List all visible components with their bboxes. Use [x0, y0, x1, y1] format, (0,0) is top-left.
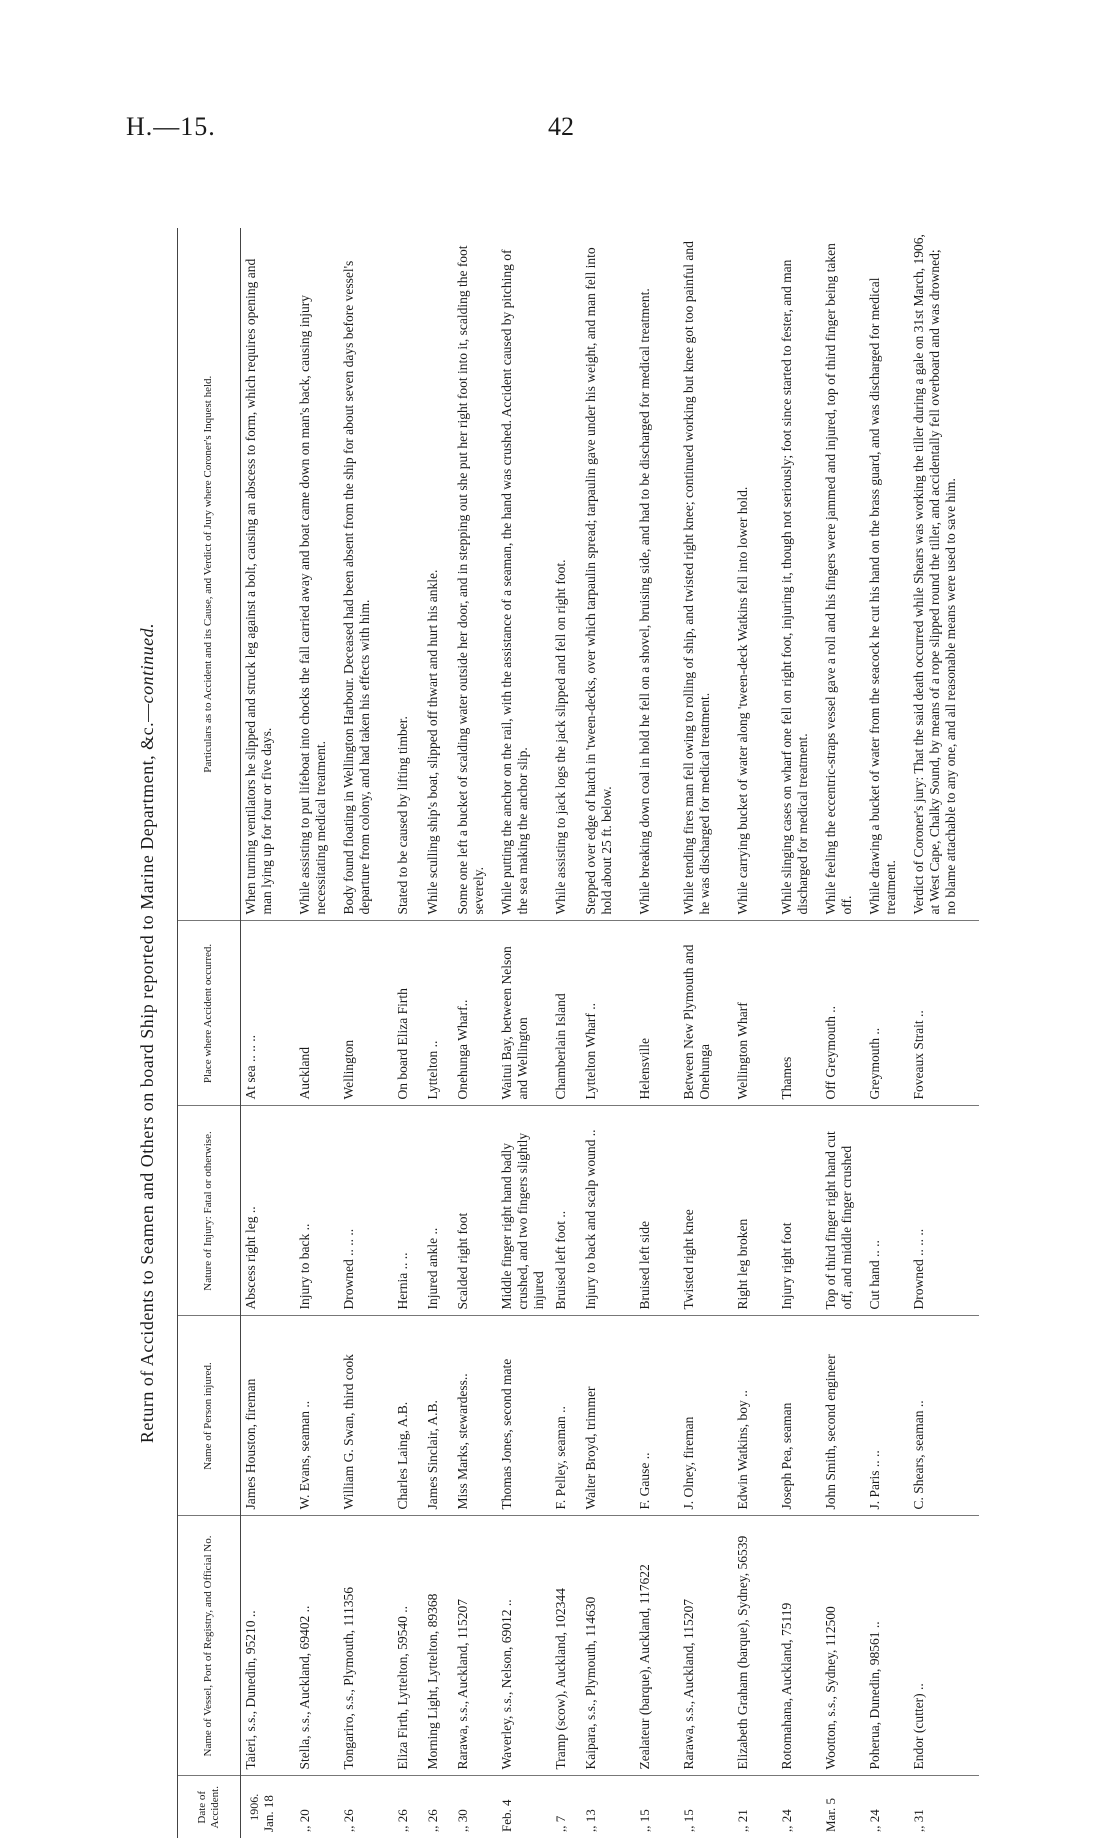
cell-date: ,, 7 — [552, 1815, 568, 1832]
cell-injury: Drowned .. .. .. — [339, 1106, 393, 1316]
cell-place: Chamberlain Island — [551, 921, 581, 1106]
cell-date: ,, 24 — [778, 1809, 794, 1832]
rotated-return-table — [137, 228, 977, 1838]
cell-date: ,, 15 — [680, 1809, 696, 1832]
cell-person: J. Paris .. .. — [865, 1316, 909, 1516]
table-row — [241, 228, 295, 1838]
table-row — [551, 228, 581, 1838]
cell-vessel: Eliza Firth, Lyttelton, 59540 .. — [393, 1516, 423, 1776]
table-row — [635, 228, 679, 1838]
cell-vessel: Rarawa, s.s., Auckland, 115207 — [679, 1516, 733, 1776]
cell-person: F. Gause .. — [635, 1316, 679, 1516]
cell-person: Edwin Watkins, boy .. — [733, 1316, 777, 1516]
cell-vessel: Tongariro, s.s., Plymouth, 111356 — [339, 1516, 393, 1776]
year-label: 1906. — [247, 1793, 261, 1821]
cell-person: J. Olney, fireman — [679, 1316, 733, 1516]
cell-date: Feb. 4 — [498, 1799, 514, 1832]
cell-date: ,, 24 — [866, 1809, 882, 1832]
cell-particulars: Stepped over edge of hatch in 'tween-decks, over which tarpaulin spread; tarpaulin gave under his weight, and man fell into hold about 25 ft. below. — [581, 228, 635, 921]
header-place: Place where Accident occurred. — [178, 921, 241, 1106]
cell-place: Wellington Wharf — [733, 921, 777, 1106]
table-row — [581, 228, 635, 1838]
table-title — [137, 228, 177, 1838]
table-header-row — [178, 228, 241, 1838]
cell-vessel: Waverley, s.s., Nelson, 69012 .. — [497, 1516, 551, 1776]
cell-vessel: Elizabeth Graham (barque), Sydney, 56539 — [733, 1516, 777, 1776]
cell-injury: Injury to back and scalp wound .. — [581, 1106, 635, 1316]
cell-person: John Smith, second engineer — [821, 1316, 865, 1516]
table-row — [339, 228, 393, 1838]
cell-injury: Twisted right knee — [679, 1106, 733, 1316]
cell-injury: Abscess right leg .. — [241, 1106, 295, 1316]
cell-vessel: Endor (cutter) .. — [909, 1516, 979, 1776]
cell-place: On board Eliza Firth — [393, 921, 423, 1106]
cell-place: Off Greymouth .. — [821, 921, 865, 1106]
cell-injury: Injury to back .. — [295, 1106, 339, 1316]
cell-injury: Right leg broken — [733, 1106, 777, 1316]
cell-injury: Top of third finger right hand cut off, and middle finger crushed — [821, 1106, 865, 1316]
cell-particulars: While drawing a bucket of water from the seacock he cut his hand on the brass guard, and was discharged for medical treatment. — [865, 228, 909, 921]
table-row — [679, 228, 733, 1838]
table-row — [423, 228, 453, 1838]
cell-person: F. Pelley, seaman .. — [551, 1316, 581, 1516]
cell-place: Helensville — [635, 921, 679, 1106]
cell-place: At sea .. .. .. — [241, 921, 295, 1106]
cell-person: W. Evans, seaman .. — [295, 1316, 339, 1516]
header-date: Date of Accident. — [178, 1776, 241, 1838]
cell-vessel: Stella, s.s., Auckland, 69402 .. — [295, 1516, 339, 1776]
cell-person: Miss Marks, stewardess.. — [453, 1316, 497, 1516]
cell-particulars: Stated to be caused by lifting timber. — [393, 228, 423, 921]
cell-date: ,, 26 — [394, 1809, 410, 1832]
cell-particulars: While assisting to put lifeboat into chocks the fall carried away and boat came down on man's back, causing injury necessitating medical treatment. — [295, 228, 339, 921]
cell-particulars: While slinging cases on wharf one fell on right foot, injuring it, though not seriously; foot since started to fester, and man discharged for medical treatment. — [777, 228, 821, 921]
cell-injury: Bruised left foot .. — [551, 1106, 581, 1316]
cell-date: ,, 20 — [296, 1809, 312, 1832]
page-number: 42 — [548, 112, 574, 141]
cell-date: ,, 30 — [454, 1809, 470, 1832]
header-particulars: Particulars as to Accident and its Cause, and Verdict of Jury where Coroner's Inquest held. — [178, 228, 241, 921]
cell-vessel: Tramp (scow), Auckland, 102344 — [551, 1516, 581, 1776]
table-row — [777, 228, 821, 1838]
cell-date: Mar. 5 — [822, 1798, 838, 1832]
cell-particulars: While breaking down coal in hold he fell on a shovel, bruising side, and had to be discharged for medical treatment. — [635, 228, 679, 921]
cell-person: James Sinclair, A.B. — [423, 1316, 453, 1516]
cell-particulars: While carrying bucket of water along 'tween-deck Watkins fell into lower hold. — [733, 228, 777, 921]
cell-date: ,, 21 — [734, 1809, 750, 1832]
table-row — [295, 228, 339, 1838]
accidents-table — [177, 228, 979, 1838]
cell-place: Lyttelton Wharf .. — [581, 921, 635, 1106]
cell-place: Wellington — [339, 921, 393, 1106]
cell-place: Auckland — [295, 921, 339, 1106]
cell-vessel: Rarawa, s.s., Auckland, 115207 — [453, 1516, 497, 1776]
cell-injury: Cut hand .. .. — [865, 1106, 909, 1316]
table-row — [821, 228, 865, 1838]
table-row — [453, 228, 497, 1838]
cell-vessel: Taieri, s.s., Dunedin, 95210 .. — [241, 1516, 295, 1776]
cell-vessel: Kaipara, s.s., Plymouth, 114630 — [581, 1516, 635, 1776]
cell-place: Waitui Bay, between Nelson and Wellington — [497, 921, 551, 1106]
cell-vessel: Wootton, s.s., Sydney, 112500 — [821, 1516, 865, 1776]
cell-date: ,, 26 — [424, 1809, 440, 1832]
cell-particulars: While assisting to jack logs the jack slipped and fell on right foot. — [551, 228, 581, 921]
header-vessel: Name of Vessel, Port of Registry, and Official No. — [178, 1516, 241, 1776]
cell-date: ,, 31 — [910, 1809, 926, 1832]
cell-vessel: Poherua, Dunedin, 98561 .. — [865, 1516, 909, 1776]
cell-date: ,, 13 — [582, 1809, 598, 1832]
cell-vessel: Morning Light, Lyttelton, 89368 — [423, 1516, 453, 1776]
table-title-continued: continued. — [137, 622, 157, 704]
cell-vessel: Zealateur (barque), Auckland, 117622 — [635, 1516, 679, 1776]
cell-date: ,, 26 — [340, 1809, 356, 1832]
cell-particulars: Verdict of Coroner's jury: That the said death occurred while Shears was working the tiller during a gale on 31st March, 1906, at West Cape, Chalky Sound, by means of a rope slipped round the tiller, and accidentally fell overboard and was drowned; no blame attachable to any one, and all reasonable means were used to save him. — [909, 228, 979, 921]
cell-person: William G. Swan, third cook — [339, 1316, 393, 1516]
cell-person: Thomas Jones, second mate — [497, 1316, 551, 1516]
cell-person: James Houston, fireman — [241, 1316, 295, 1516]
cell-place: Thames — [777, 921, 821, 1106]
table-row — [733, 228, 777, 1838]
cell-person: Charles Laing, A.B. — [393, 1316, 423, 1516]
table-row — [909, 228, 979, 1838]
date-value: Jan. 18 — [261, 1795, 277, 1832]
cell-person: C. Shears, seaman .. — [909, 1316, 979, 1516]
cell-date: ,, 15 — [636, 1809, 652, 1832]
page-header — [0, 112, 1114, 152]
table-title-main: Return of Accidents to Seamen and Others on board Ship reported to Marine Department, &c.— — [137, 703, 157, 1444]
cell-injury: Injured ankle .. — [423, 1106, 453, 1316]
table-row — [497, 228, 551, 1838]
cell-particulars: While putting the anchor on the rail, with the assistance of a seaman, the hand was crushed. Accident caused by pitching of the sea making the anchor slip. — [497, 228, 551, 921]
cell-person: Joseph Pea, seaman — [777, 1316, 821, 1516]
table-row — [393, 228, 423, 1838]
cell-injury: Scalded right foot — [453, 1106, 497, 1316]
cell-particulars: Some one left a bucket of scalding water outside her door, and in stepping out she put her right foot into it, scalding the foot severely. — [453, 228, 497, 921]
cell-injury: Injury right foot — [777, 1106, 821, 1316]
cell-particulars: While feeling the eccentric-straps vessel gave a roll and his fingers were jammed and injured, top of third finger being taken off. — [821, 228, 865, 921]
cell-place: Foveaux Strait .. — [909, 921, 979, 1106]
cell-particulars: Body found floating in Wellington Harbour. Deceased had been absent from the ship for about seven days before vessel's departure from colony, and had taken his effects with him. — [339, 228, 393, 921]
header-injury: Nature of Injury: Fatal or otherwise. — [178, 1106, 241, 1316]
cell-particulars: While tending fires man fell owing to rolling of ship, and twisted right knee; continued working but knee got too painful and he was discharged for medical treatment. — [679, 228, 733, 921]
cell-vessel: Rotomahana, Auckland, 75119 — [777, 1516, 821, 1776]
cell-injury: Bruised left side — [635, 1106, 679, 1316]
cell-injury: Middle finger right hand badly crushed, and two fingers slightly injured — [497, 1106, 551, 1316]
cell-person: Walter Broyd, trimmer — [581, 1316, 635, 1516]
cell-particulars: When turning ventilators he slipped and struck leg against a bolt, causing an abscess to form, which requires opening and man lying up for four or five days. — [241, 228, 295, 921]
cell-place: Onehunga Wharf.. — [453, 921, 497, 1106]
table-row — [865, 228, 909, 1838]
cell-place: Lyttelton .. — [423, 921, 453, 1106]
cell-place: Between New Plymouth and Onehunga — [679, 921, 733, 1106]
header-person: Name of Person injured. — [178, 1316, 241, 1516]
cell-injury: Drowned .. .. .. — [909, 1106, 979, 1316]
cell-date — [241, 1776, 295, 1838]
cell-place: Greymouth .. — [865, 921, 909, 1106]
cell-injury: Hernia .. .. — [393, 1106, 423, 1316]
cell-particulars: While sculling ship's boat, slipped off thwart and hurt his ankle. — [423, 228, 453, 921]
document-reference: H.—15. — [126, 112, 216, 141]
